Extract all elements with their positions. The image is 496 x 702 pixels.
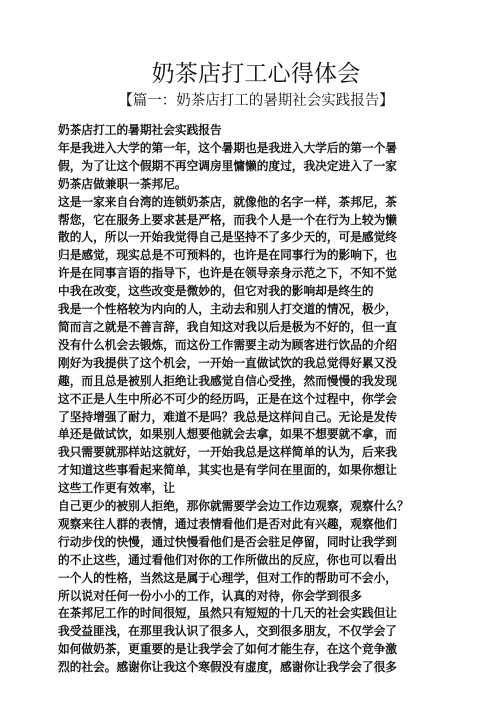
document-subtitle: 【篇一：奶茶店打工的暑期社会实践报告】 (118, 93, 394, 109)
body-text-line: 没有什么机会去锻炼，而这份工作需要主动为顾客进行饮品的介绍 (58, 337, 397, 352)
body-text-line: 我只需要就那样站这就好，一开始我总是这样简单的认为，后来我 (58, 445, 397, 460)
body-text-line: 这不正是人生中所必不可少的经历吗，正是在这个过程中，你学会 (58, 391, 397, 406)
body-text-line: 的不止这些，通过看他们对你的工作所做出的反应，你也可以看出 (58, 552, 397, 567)
body-text-line: 才知道这些事看起来简单，其实也是有学问在里面的，如果你想让 (58, 463, 397, 478)
body-text-line: 刚好为我提供了这个机会，一开始一直做试饮的我总觉得好累又没 (58, 355, 397, 370)
body-text-line: 归是感觉，现实总是不可预料的，也许是在同事行为的影响下，也 (58, 248, 397, 263)
body-text-line: 了坚持增强了耐力，难道不是吗？我总是这样问自己。无论是发传 (58, 409, 397, 424)
body-text-line: 单还是做试饮，如果别人想要他就会去拿，如果不想要就不拿，而 (58, 427, 397, 442)
body-text-line: 如何做奶茶，更重要的是让我学会了如何才能生存，在这个竞争激 (58, 642, 397, 657)
body-text-line: 许是在同事言语的指导下，也许是在领导亲身示范之下，不知不觉 (58, 266, 397, 281)
document-body (58, 122, 454, 677)
body-text-line: 这些工作更有效率，让 (58, 481, 175, 496)
body-text-line: 这是一家来自台湾的连锁奶茶店，就像他的名字一样，茶邦尼，茶 (58, 194, 397, 209)
body-text-line: 假，为了让这个假期不再空调房里慵懒的度过，我决定进入了一家 (58, 158, 397, 173)
body-text-line: 一个人的性格，当然这是属于心理学，但对工作的帮助可不会小， (58, 570, 397, 585)
body-text-line: 趣，而且总是被别人拒绝让我感觉自信心受挫，然而慢慢的我发现 (58, 373, 397, 388)
body-text-line: 我受益匪浅，在那里我认识了很多人，交到很多朋友，不仅学会了 (58, 624, 397, 639)
body-text-line: 年是我进入大学的第一年，这个暑期也是我进入大学后的第一个暑 (58, 140, 397, 155)
body-text-line: 奶茶店打工的暑期社会实践报告 (58, 123, 222, 137)
body-text-line: 所以说对任何一份小小的工作，认真的对待，你会学到很多 (58, 588, 362, 603)
body-text-line: 帮您，它在服务上要求甚是严格，而我个人是一个在行为上较为懒 (58, 212, 397, 227)
document-title: 奶茶店打工心得体会 (151, 61, 361, 87)
body-text-line: 简而言之就是不善言辞，我自知这对我以后是极为不好的，但一直 (58, 319, 397, 334)
body-text-line: 散的人，所以一开始我觉得自己是坚持不了多少天的，可是感觉终 (58, 230, 397, 245)
body-text-line: 中我在改变，这些改变是微妙的，但它对我的影响却是终生的 (58, 284, 374, 299)
body-text-line: 奶茶店做兼职一茶邦尼。 (58, 176, 187, 191)
body-text-line: 烈的社会。感谢你让我这个寒假没有虚度，感谢你让我学会了很多 (58, 660, 397, 675)
body-text-line: 我是一个性格较为内向的人，主动去和别人打交道的情况，极少， (58, 302, 397, 317)
body-text-line: 在茶邦尼工作的时间很短，虽然只有短短的十几天的社会实践但让 (58, 606, 397, 621)
body-text-line: 自己更少的被别人拒绝，那你就需要学会边工作边观察，观察什么？ (58, 499, 409, 514)
body-text-line: 观察来往人群的表情，通过表情看他们是否对此有兴趣，观察他们 (58, 516, 397, 531)
body-text-line: 行动步伐的快慢，通过快慢看他们是否会驻足停留，同时让我学到 (58, 534, 397, 549)
